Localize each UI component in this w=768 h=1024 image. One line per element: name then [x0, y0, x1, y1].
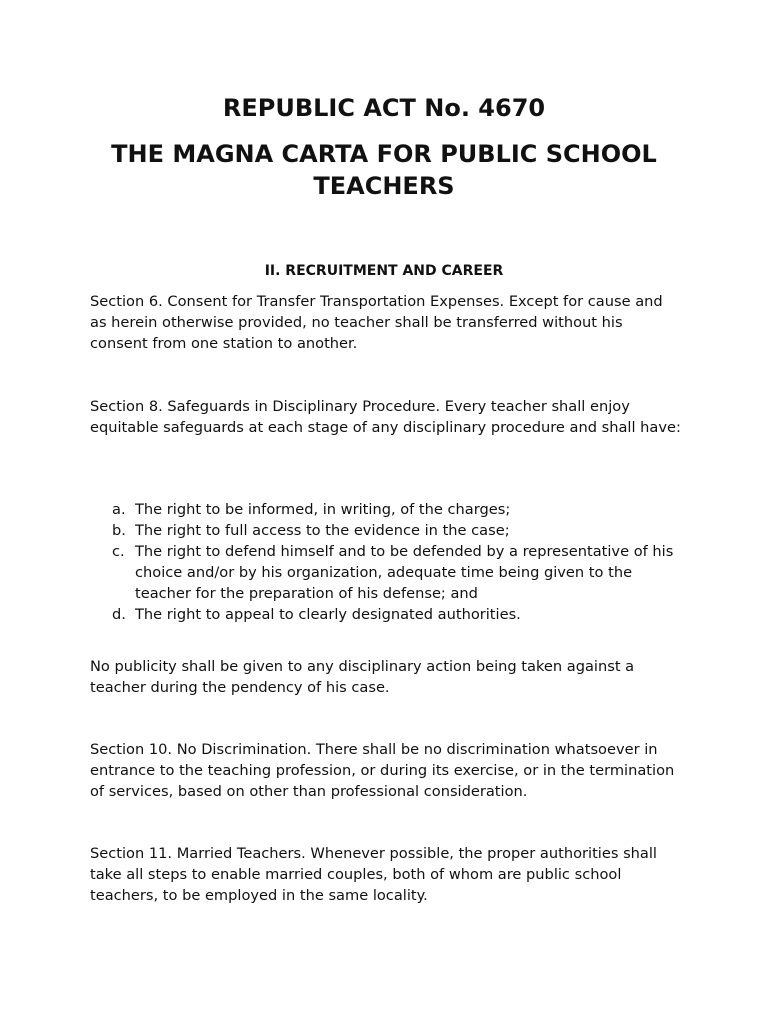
- list-marker: d.: [112, 606, 126, 623]
- list-marker: c.: [112, 543, 125, 560]
- publicity-paragraph: No publicity shall be given to any disciplinary action being taken against a teacher during the pendency of his case.: [90, 658, 635, 696]
- list-item-text: The right to appeal to clearly designated authorities.: [135, 606, 521, 623]
- list-item: [90, 520, 682, 541]
- document-title: THE MAGNA CARTA FOR PUBLIC SCHOOL TEACHERS: [111, 140, 657, 200]
- list-item: [90, 541, 682, 604]
- list-item-text: The right to full access to the evidence in the case;: [135, 522, 510, 539]
- list-item-text: The right to defend himself and to be defended by a representative of his choice and/or by his organization, adequate time being given to the teacher for the preparation of his defense; and: [135, 543, 674, 602]
- section-8-paragraph: Section 8. Safeguards in Disciplinary Procedure. Every teacher shall enjoy equitable safeguards at each stage of any disciplinary procedure and shall have:: [90, 398, 681, 436]
- section-6-paragraph: Section 6. Consent for Transfer Transportation Expenses. Except for cause and as herein otherwise provided, no teacher shall be transferred without his consent from one station to another.: [90, 293, 663, 352]
- list-marker: b.: [112, 522, 126, 539]
- list-item-text: The right to be informed, in writing, of the charges;: [135, 501, 511, 518]
- list-item: [90, 499, 682, 520]
- section-10-paragraph: Section 10. No Discrimination. There shall be no discrimination whatsoever in entrance to the teaching profession, or during its exercise, or in the termination of services, based on other than professional consideration.: [90, 741, 675, 800]
- section-heading: II. RECRUITMENT AND CAREER: [264, 263, 504, 279]
- section-11-paragraph: Section 11. Married Teachers. Whenever possible, the proper authorities shall take all steps to enable married couples, both of whom are public school teachers, to be employed in the same locality.: [90, 845, 657, 904]
- act-title: REPUBLIC ACT No. 4670: [222, 94, 546, 122]
- rights-list: [90, 499, 682, 625]
- list-item: [90, 604, 682, 625]
- list-marker: a.: [112, 501, 126, 518]
